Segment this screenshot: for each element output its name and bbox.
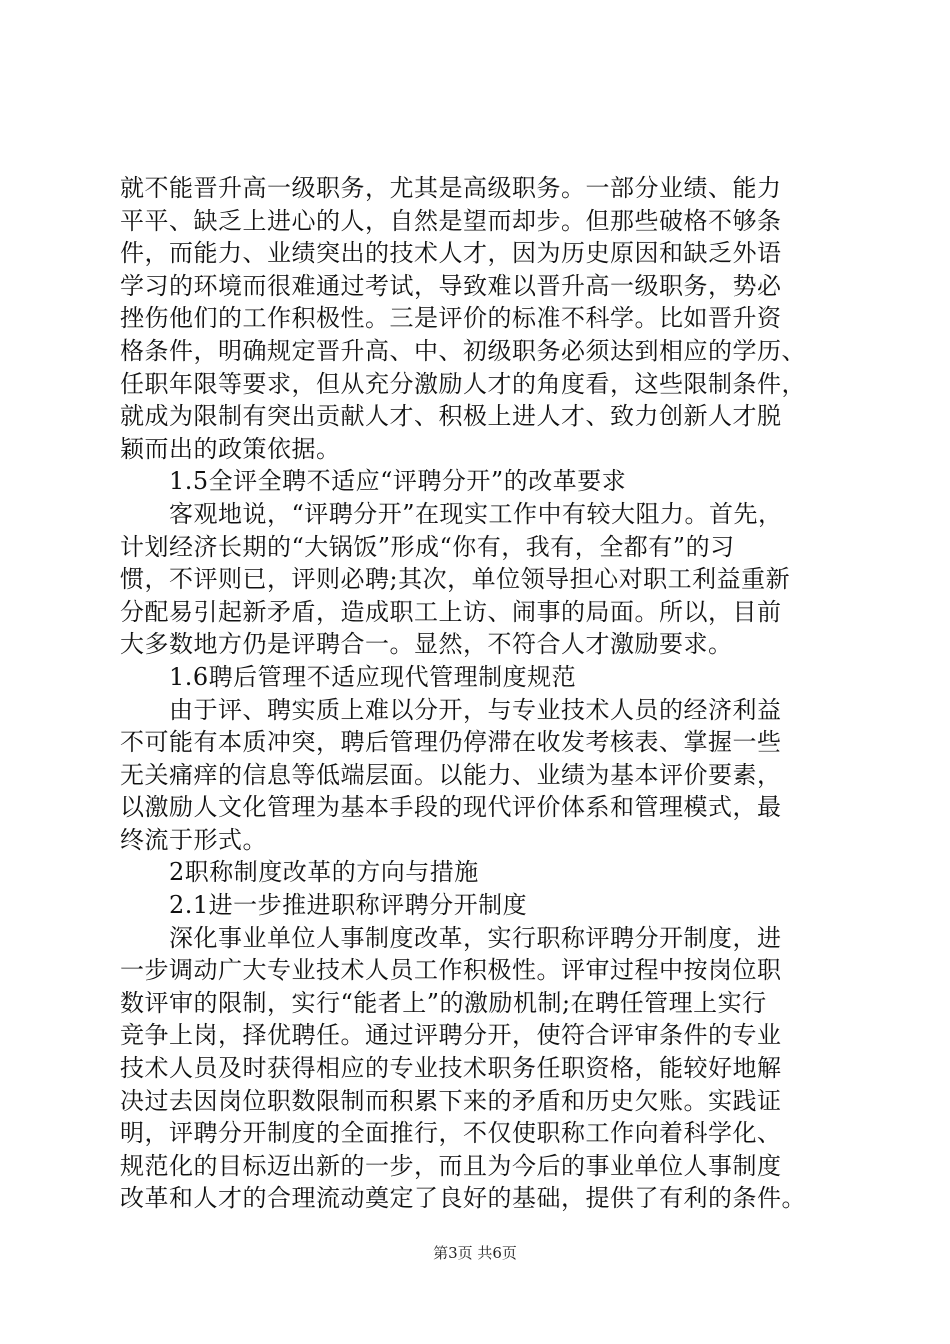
text-line: 无关痛痒的信息等低端层面。以能力、业绩为基本评价要素， (120, 760, 782, 789)
text-line: 就成为限制有突出贡献人才、积极上进人才、致力创新人才脱 (120, 402, 782, 431)
text-line: 由于评、聘实质上难以分开，与专业技术人员的经济利益 (120, 695, 782, 724)
text-line: 决过去因岗位职数限制而积累下来的矛盾和历史欠账。实践证 (120, 1086, 782, 1115)
text-line: 任职年限等要求，但从充分激励人才的角度看，这些限制条件， (120, 369, 806, 398)
document-body (120, 172, 835, 1215)
text-line: 惯，不评则已，评则必聘;其次，单位领导担心对职工利益重新 (120, 565, 791, 594)
section-heading: 1.5全评全聘不适应“评聘分开”的改革要求 (120, 467, 627, 496)
text-line: 一步调动广大专业技术人员工作积极性。评审过程中按岗位职 (120, 956, 782, 985)
text-line: 改革和人才的合理流动奠定了良好的基础，提供了有利的条件。 (120, 1184, 806, 1213)
text-line: 不可能有本质冲突，聘后管理仍停滞在收发考核表、掌握一些 (120, 728, 782, 757)
text-line: 平平、缺乏上进心的人，自然是望而却步。但那些破格不够条 (120, 206, 782, 235)
text-line: 以激励人文化管理为基本手段的现代评价体系和管理模式，最 (120, 793, 782, 822)
text-line: 客观地说，“评聘分开”在现实工作中有较大阻力。首先， (120, 499, 783, 528)
text-line: 终流于形式。 (120, 825, 267, 854)
page-number-footer: 第3页 共6页 (433, 1244, 517, 1262)
text-line: 计划经济长期的“大锅饭”形成“你有，我有，全都有”的习 (120, 532, 735, 561)
text-line: 分配易引起新矛盾，造成职工上访、闹事的局面。所以，目前 (120, 597, 782, 626)
section-heading: 2.1进一步推进职称评聘分开制度 (120, 891, 528, 920)
section-heading: 1.6聘后管理不适应现代管理制度规范 (120, 662, 577, 691)
text-line: 件，而能力、业绩突出的技术人才，因为历史原因和缺乏外语 (120, 239, 782, 268)
text-line: 就不能晋升高一级职务，尤其是高级职务。一部分业绩、能力 (120, 174, 782, 202)
text-line: 格条件，明确规定晋升高、中、初级职务必须达到相应的学历、 (120, 336, 806, 365)
text-line: 数评审的限制，实行“能者上”的激励机制;在聘任管理上实行 (120, 988, 767, 1017)
section-heading: 2职称制度改革的方向与措施 (120, 858, 479, 887)
text-line: 学习的环境而很难通过考试，导致难以晋升高一级职务，势必 (120, 271, 782, 300)
text-line: 明，评聘分开制度的全面推行，不仅使职称工作向着科学化、 (120, 1119, 782, 1148)
text-line: 竞争上岗，择优聘任。通过评聘分开，使符合评审条件的专业 (120, 1021, 782, 1050)
text-line: 挫伤他们的工作积极性。三是评价的标准不科学。比如晋升资 (120, 304, 782, 333)
text-line: 规范化的目标迈出新的一步，而且为今后的事业单位人事制度 (120, 1151, 782, 1180)
text-line: 颖而出的政策依据。 (120, 434, 341, 463)
text-line: 大多数地方仍是评聘合一。显然，不符合人才激励要求。 (120, 630, 733, 659)
text-line: 技术人员及时获得相应的专业技术职务任职资格，能较好地解 (120, 1054, 782, 1083)
text-line: 深化事业单位人事制度改革，实行职称评聘分开制度，进 (120, 923, 782, 952)
